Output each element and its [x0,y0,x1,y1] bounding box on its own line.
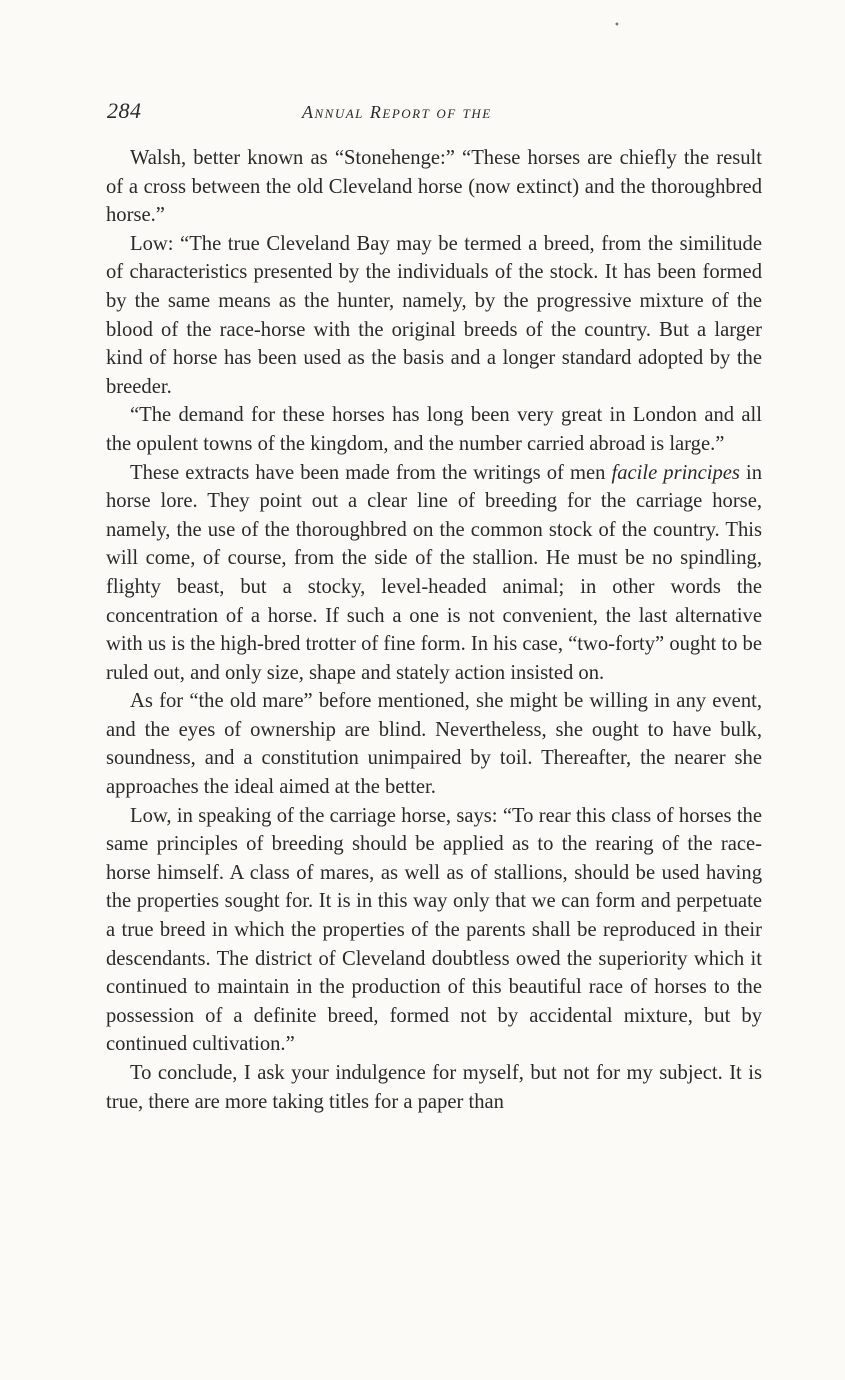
margin-speck: • [614,20,620,31]
paragraph-old-mare: As for “the old mare” before mentioned, she might be willing in any event, and the eyes of ownership are blind. Nevertheless, she ought to have bulk, soundness, and a constitution unimpaired by toil. Thereafter, the nearer she approaches the ideal aimed at the better. [106,690,762,799]
paragraph-conclusion: To conclude, I ask your indulgence for myself, but not for my subject. It is true, there are more taking titles for a paper than [106,1062,762,1113]
paragraph-extracts-lead: These extracts have been made from the writings of men [130,461,612,484]
paragraph-stonehenge-quote: Walsh, better known as “Stonehenge:” “These horses are chiefly the result of a cross between the old Cleveland horse (now extinct) and the thoroughbred horse.” [106,147,762,227]
body-text [106,144,762,1116]
paragraph-extracts-breeding [106,459,762,688]
paragraph-extracts-rest: in horse lore. They point out a clear line of breeding for the carriage horse, namely, the use of the thoroughbred on the common stock of the country. This will come, of course, from the side of the stallion. He must be no spindling, flighty beast, but a stocky, level-headed animal; in other words the concentration of a horse. If such a one is not convenient, the last alternative with us is the high-bred trotter of fine form. In his case, “two-forty” ought to be ruled out, and only size, shape and stately action insisted on. [106,461,763,684]
running-head [107,98,762,128]
facile-principes-phrase: facile principes [611,461,740,484]
paragraph-low-cleveland-bay: Low: “The true Cleveland Bay may be termed a breed, from the similitude of characteristics presented by the individuals of the stock. It has been formed by the same means as the hunter, namely, by the progressive mixture of the blood of the race-horse with the original breeds of the country. But a larger kind of horse has been used as the basis and a longer standard adopted by the breeder. [106,232,762,398]
paragraph-low-carriage-horse: Low, in speaking of the carriage horse, says: “To rear this class of horses the same principles of breeding should be applied as to the rearing of the race-horse himself. A class of mares, as well as of stallions, should be used having the properties sought for. It is in this way only that we can form and perpetuate a true breed in which the properties of the parents shall be reproduced in their descendants. The district of Cleveland doubtless owed the superiority which it continued to maintain in the production of this beautiful race of horses to the possession of a definite breed, formed not by accidental mixture, but by continued cultivation.” [106,804,762,1056]
page-number: 284 [107,98,142,123]
paragraph-demand-london: “The demand for these horses has long been very great in London and all the opulent towns of the kingdom, and the number carried abroad is large.” [106,404,762,455]
running-title: Annual Report of the [302,102,492,122]
